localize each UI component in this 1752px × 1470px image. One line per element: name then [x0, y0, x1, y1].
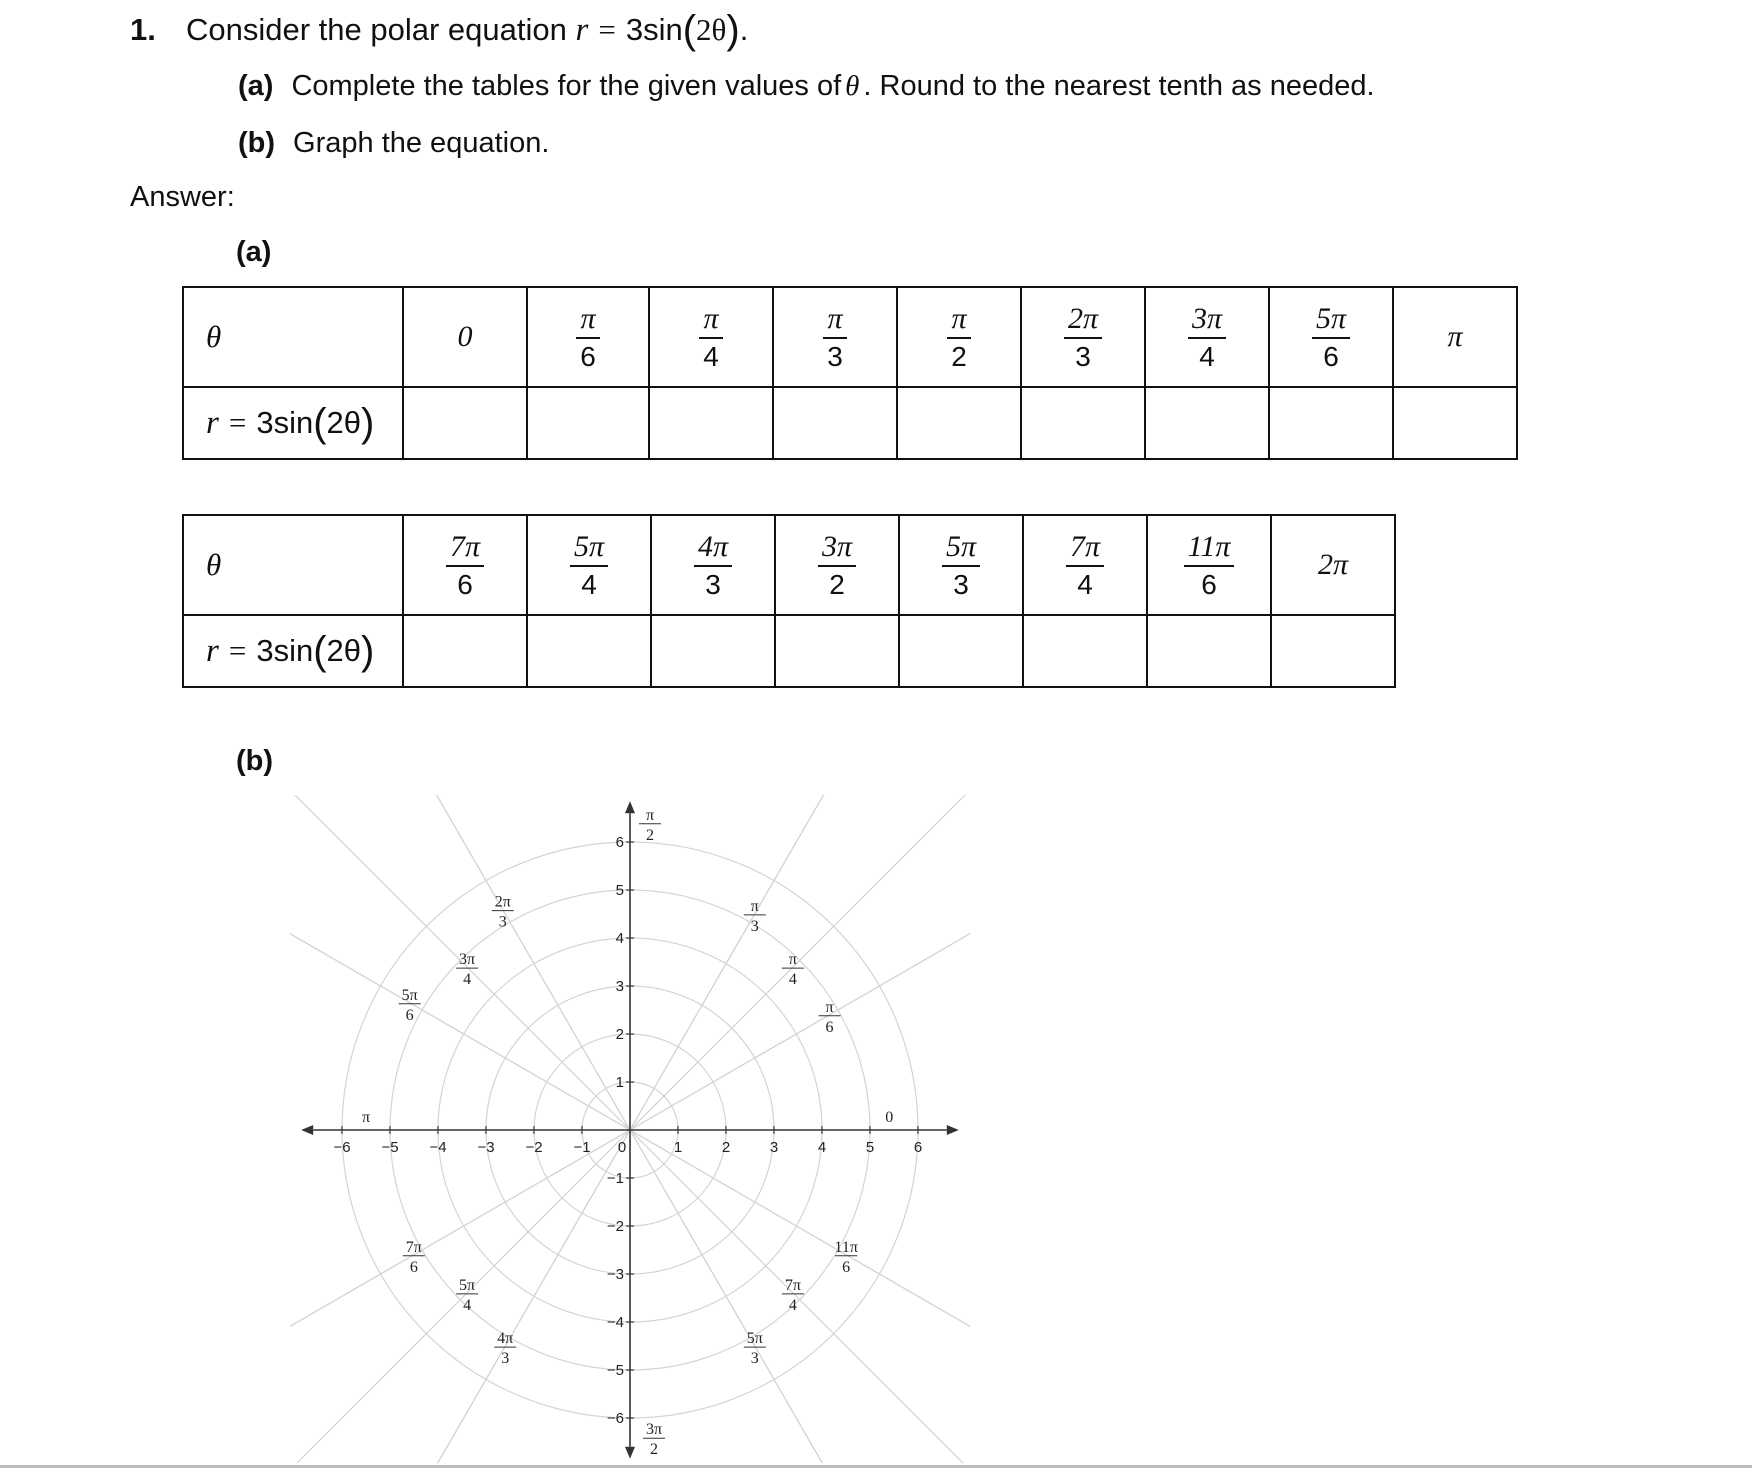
problem-intro: Consider the polar equation — [186, 12, 567, 47]
fraction-denominator: 2 — [829, 568, 845, 600]
angle-label-denominator: 2 — [650, 1441, 658, 1459]
answer-a-label: (a) — [236, 236, 272, 268]
fraction-numerator: 3π — [1188, 304, 1226, 339]
angle-label — [643, 1421, 665, 1458]
y-tick-label: 4 — [615, 930, 624, 947]
angle-label-numerator: π — [750, 897, 759, 915]
y-tick-label: −1 — [606, 1170, 624, 1187]
r-header-argument: 2θ — [326, 632, 362, 668]
close-paren-glyph: ) — [361, 400, 375, 445]
arrow-up-icon — [625, 801, 635, 813]
eq-function: 3sin — [625, 12, 683, 47]
fraction-denominator: 3 — [1075, 340, 1091, 372]
theta-value: π — [1447, 320, 1463, 353]
part-a-theta: θ — [845, 70, 860, 102]
eq-argument: 2θ — [696, 12, 727, 47]
angle-label — [492, 894, 514, 931]
angle-label-denominator: 2 — [646, 826, 654, 844]
fraction-denominator: 4 — [1199, 340, 1215, 372]
angle-label-numerator: 4π — [497, 1330, 514, 1348]
angle-label-denominator: 4 — [463, 971, 472, 989]
angle-label-denominator: 6 — [409, 1258, 418, 1276]
r-header-equals: = — [228, 632, 247, 668]
angle-label — [819, 999, 841, 1036]
open-paren-glyph: ( — [313, 400, 327, 445]
angle-label — [885, 1109, 893, 1126]
angle-label-denominator: 3 — [501, 1350, 510, 1368]
angle-label-numerator: 11π — [834, 1238, 858, 1256]
y-tick-label: −2 — [606, 1218, 624, 1235]
x-tick-label: 1 — [673, 1139, 683, 1156]
grid-ray — [0, 680, 1409, 1470]
theta-header: θ — [206, 319, 222, 354]
fraction-numerator: 5π — [1312, 304, 1350, 339]
eq-period: . — [739, 12, 749, 47]
grid-ray — [0, 494, 1266, 1470]
fraction-numerator: π — [947, 304, 970, 339]
part-a-text-2: . Round to the nearest tenth as needed. — [863, 70, 1375, 102]
problem-number: 1. — [130, 12, 156, 47]
angle-label-numerator: 3π — [645, 1421, 663, 1439]
x-tick-label: 3 — [769, 1139, 779, 1156]
eq-r: r — [575, 12, 589, 48]
part-b-label: (b) — [238, 127, 276, 159]
fraction-numerator: 11π — [1184, 532, 1235, 567]
x-tick-label: 0 — [617, 1139, 627, 1156]
angle-label — [456, 951, 478, 988]
angle-label-numerator: 7π — [405, 1238, 422, 1256]
x-tick-label: −3 — [477, 1139, 495, 1156]
r-header-var: r — [206, 632, 219, 669]
angle-label — [834, 1239, 857, 1276]
y-tick-label: 3 — [615, 978, 624, 995]
angle-label-denominator: 3 — [498, 913, 507, 931]
angle-label-numerator: π — [645, 806, 655, 824]
angle-label — [782, 1277, 804, 1314]
angle-label-numerator: 3π — [459, 951, 476, 969]
angle-label-denominator: 3 — [750, 917, 759, 935]
answer-b-label: (b) — [236, 745, 274, 777]
fraction-numerator: 7π — [1066, 532, 1104, 567]
y-tick-label: 1 — [615, 1074, 624, 1091]
arrow-right-icon — [947, 1125, 959, 1135]
angle-label — [362, 1109, 370, 1126]
x-tick-label: 4 — [817, 1139, 827, 1156]
angle-label-denominator: 4 — [788, 971, 797, 989]
angle-label-denominator: 4 — [788, 1296, 797, 1314]
grid-ray — [0, 680, 1409, 1470]
y-tick-label: −4 — [606, 1314, 624, 1331]
fraction-numerator: 3π — [818, 532, 856, 567]
fraction-denominator: 2 — [951, 340, 967, 372]
close-paren-glyph: ) — [361, 628, 375, 673]
angle-label — [456, 1277, 478, 1314]
theta-value: 2π — [1317, 548, 1349, 581]
angle-label-numerator: 7π — [784, 1276, 801, 1294]
open-paren-glyph: ( — [313, 628, 327, 673]
fraction-numerator: 7π — [446, 532, 484, 567]
eq-equals: = — [598, 12, 616, 47]
fraction-numerator: π — [576, 304, 599, 339]
y-tick-label: 5 — [615, 882, 624, 899]
y-tick-label: 2 — [615, 1026, 624, 1043]
page-bottom-divider — [0, 1465, 1752, 1468]
fraction-denominator: 6 — [457, 568, 473, 600]
fraction-numerator: 5π — [570, 532, 608, 567]
fraction-denominator: 3 — [827, 340, 843, 372]
angle-label-numerator: π — [825, 998, 834, 1016]
x-tick-label: −4 — [429, 1139, 447, 1156]
fraction-denominator: 3 — [953, 568, 969, 600]
x-tick-label: −6 — [333, 1139, 351, 1156]
answer-label: Answer: — [130, 181, 235, 213]
angle-label-denominator: 6 — [842, 1258, 851, 1276]
r-header-function: 3sin — [256, 632, 314, 668]
angle-label — [494, 1330, 516, 1367]
fraction-numerator: 4π — [694, 532, 732, 567]
y-tick-label: −3 — [606, 1266, 624, 1283]
x-tick-label: −1 — [573, 1139, 591, 1156]
x-tick-label: 2 — [721, 1139, 731, 1156]
r-header-argument: 2θ — [326, 404, 362, 440]
angle-label-numerator: π — [788, 951, 797, 969]
grid-ray — [0, 494, 1266, 1470]
r-header-equals: = — [228, 404, 247, 440]
part-a-text-1: Complete the tables for the given values of — [291, 70, 842, 102]
x-tick-label: 5 — [865, 1139, 875, 1156]
fraction-denominator: 4 — [1077, 568, 1093, 600]
angle-label — [782, 951, 804, 988]
open-paren-glyph: ( — [682, 8, 697, 52]
arrow-down-icon — [625, 1447, 635, 1459]
fraction-denominator: 3 — [705, 568, 721, 600]
fraction-denominator: 4 — [703, 340, 719, 372]
grid-ray — [0, 680, 1409, 1470]
grid-ray — [0, 680, 1409, 1470]
angle-label-denominator: 6 — [405, 1006, 414, 1024]
angle-label-numerator: 5π — [401, 986, 418, 1004]
fraction-denominator: 6 — [1201, 568, 1217, 600]
fraction-denominator: 6 — [1323, 340, 1339, 372]
angle-label-denominator: 4 — [463, 1296, 472, 1314]
angle-label-text: 0 — [885, 1109, 894, 1126]
polar-grid-lines — [0, 351, 1409, 1470]
y-tick-label: −5 — [606, 1362, 624, 1379]
r-header-function: 3sin — [256, 404, 314, 440]
angle-label — [744, 1330, 766, 1367]
theta-value: 0 — [457, 320, 473, 353]
part-b-text: Graph the equation. — [293, 127, 550, 159]
fraction-numerator: π — [699, 304, 722, 339]
angle-label-text: π — [361, 1109, 371, 1126]
fraction-numerator: 5π — [942, 532, 980, 567]
theta-header: θ — [206, 547, 222, 582]
x-tick-label: −2 — [525, 1139, 543, 1156]
angle-label-numerator: 5π — [746, 1330, 763, 1348]
x-tick-label: 6 — [913, 1139, 923, 1156]
fraction-denominator: 6 — [580, 340, 596, 372]
fraction-numerator: π — [823, 304, 846, 339]
fraction-numerator: 2π — [1064, 304, 1102, 339]
angle-label — [639, 807, 661, 844]
r-header-var: r — [206, 404, 219, 441]
y-tick-label: 6 — [615, 834, 624, 851]
fraction-denominator: 4 — [581, 568, 597, 600]
angle-label-numerator: 5π — [459, 1276, 476, 1294]
close-paren-glyph: ) — [726, 8, 740, 52]
x-tick-label: −5 — [381, 1139, 399, 1156]
angle-label — [403, 1239, 425, 1276]
y-tick-label: −6 — [606, 1410, 624, 1427]
angle-label-denominator: 6 — [825, 1018, 834, 1036]
angle-label-denominator: 3 — [750, 1350, 759, 1368]
arrow-left-icon — [301, 1125, 313, 1135]
part-a-label: (a) — [238, 70, 274, 102]
angle-label-numerator: 2π — [494, 893, 511, 911]
